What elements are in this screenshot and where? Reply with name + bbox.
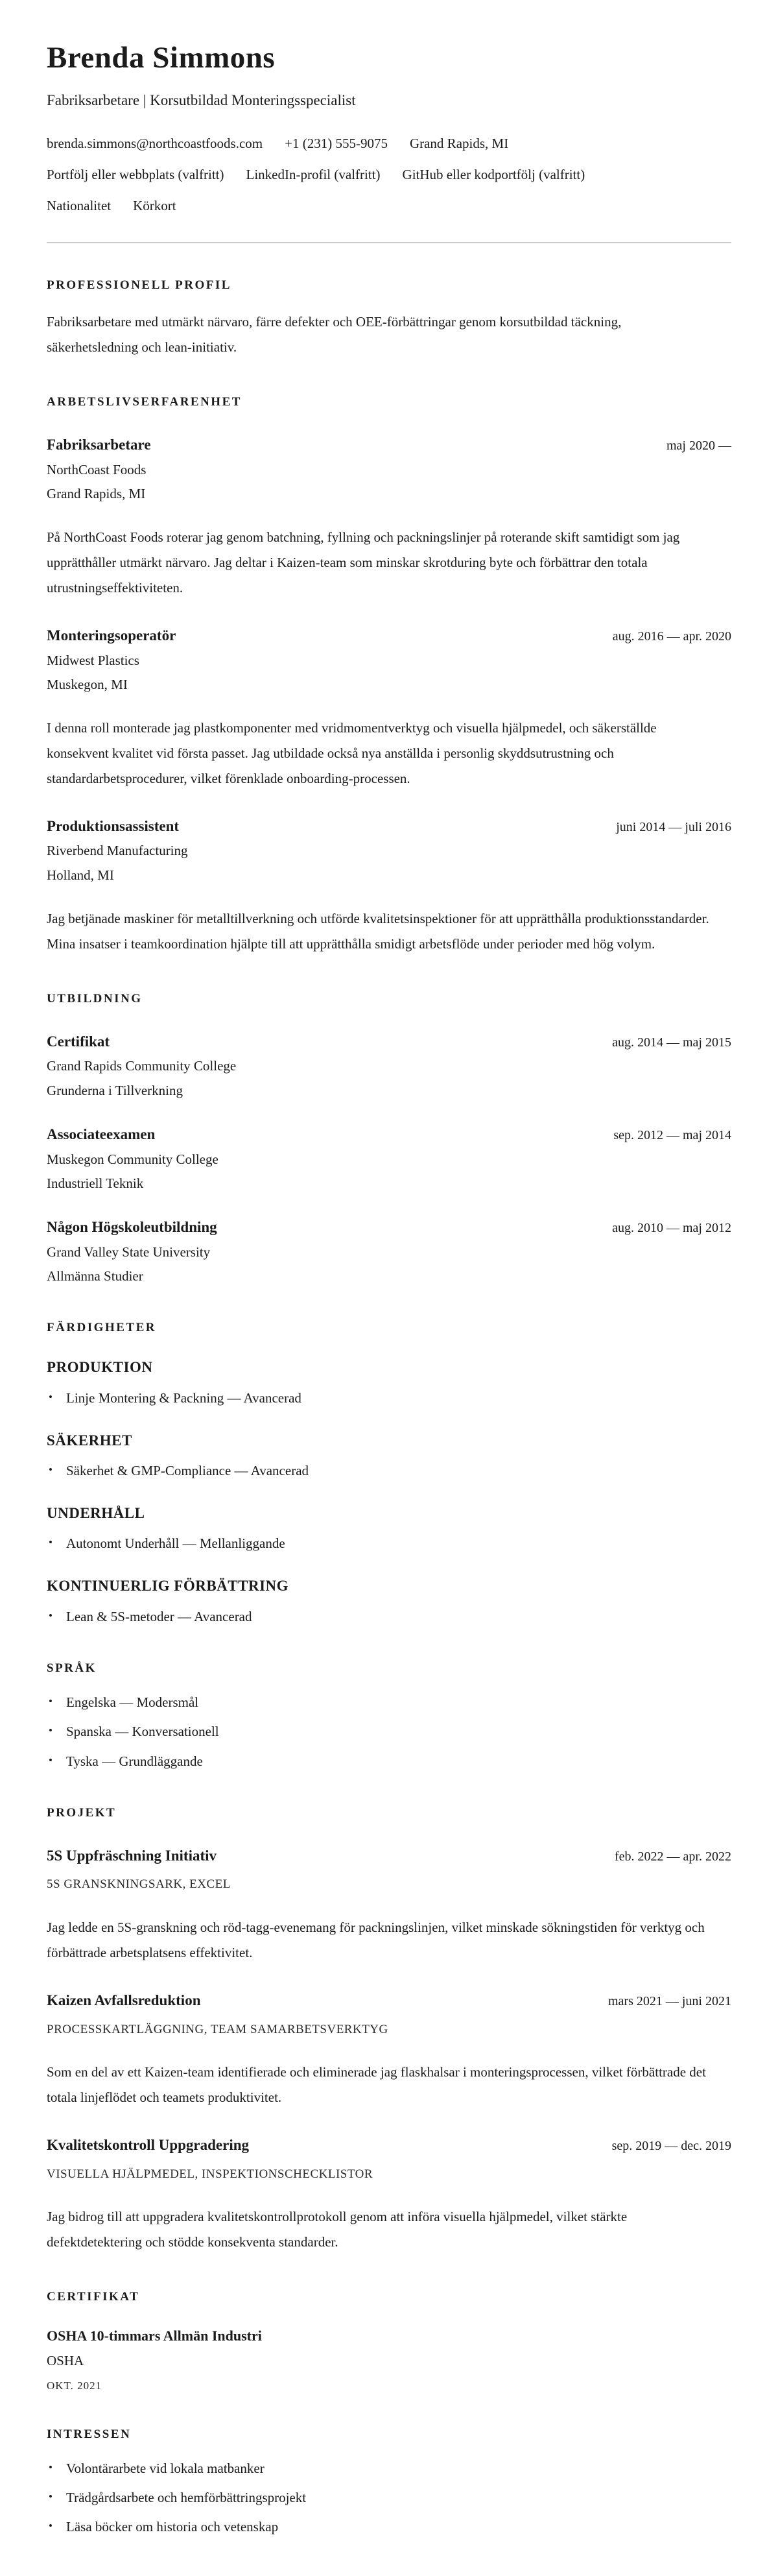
- education-degree: Associateexamen: [47, 1125, 156, 1142]
- section-skills: [47, 1321, 731, 1626]
- resume-header: [47, 40, 731, 243]
- bullet-icon: •: [49, 1609, 53, 1622]
- project-tools: PROCESSKARTLÄGGNING, TEAM SAMARBETSVERKTYG: [47, 2022, 388, 2036]
- contact-github: GitHub eller kodportfölj (valfritt): [402, 167, 585, 183]
- certificate-date: OKT. 2021: [47, 2379, 102, 2392]
- project-tools: VISUELLA HJÄLPMEDEL, INSPEKTIONSCHECKLISTOR: [47, 2167, 373, 2181]
- contact-row-misc: [47, 197, 731, 214]
- education-entry: [47, 1218, 731, 1285]
- candidate-headline: Fabriksarbetare | Korsutbildad Monteringsspecialist: [47, 92, 356, 109]
- bullet-icon: •: [49, 1391, 53, 1404]
- interest-list: [47, 2459, 731, 2537]
- project-title: Kaizen Avfallsreduktion: [47, 1992, 201, 2008]
- project-description: Jag bidrog till att uppgradera kvalitetskontrollprotokoll genom att införa visuella hjälpmedel, vilket stärkte defektdetektering och stödde konsekventa standarder.: [47, 2209, 628, 2250]
- interest-item-text: Läsa böcker om historia och vetenskap: [66, 2519, 279, 2535]
- project-entry: [47, 1847, 731, 1966]
- job-description: På NorthCoast Foods roterar jag genom batchning, fyllning och packningslinjer på roterande skift samtidigt som jag upprätthåller utmärkt närvaro. Jag deltar i Kaizen-team som minskar skrotduring byte och förbättrar den totala utrustningseffektiviteten.: [47, 529, 680, 596]
- job-head: [47, 436, 731, 455]
- skill-category-safety: SÄKERHET: [47, 1432, 132, 1449]
- bullet-icon: •: [49, 2461, 53, 2474]
- skill-category-continuous-improvement: KONTINUERLIG FÖRBÄTTRING: [47, 1577, 289, 1594]
- job-company: Midwest Plastics: [47, 652, 139, 668]
- job-head: [47, 627, 731, 645]
- language-item-text: Tyska — Grundläggande: [66, 1753, 203, 1769]
- job-description: I denna roll monterade jag plastkomponenter med vridmomentverktyg och visuella hjälpmedel, och säkerställde konsekvent kvalitet vid första passet. Jag utbildade också nya anställda i personlig skyddsutrustning och standardarbetsprocedurer, vilket förenklade onboarding-processen.: [47, 720, 657, 786]
- contact-nationality: Nationalitet: [47, 198, 112, 214]
- education-degree: Certifikat: [47, 1033, 110, 1050]
- bullet-icon: •: [49, 2520, 53, 2533]
- section-education: [47, 992, 731, 1286]
- bullet-icon: •: [49, 2490, 53, 2503]
- skill-list: [47, 1389, 731, 1408]
- section-label-skills: FÄRDIGHETER: [47, 1320, 156, 1334]
- project-description: Jag ledde en 5S-granskning och röd-tagg-evenemang för packningslinjen, vilket minskade sökningstiden för verktyg och förbättrade arbetsplatsens effektivitet.: [47, 1920, 705, 1960]
- section-projects: [47, 1806, 731, 2255]
- skill-list: [47, 1462, 731, 1480]
- section-label-certificates: CERTIFIKAT: [47, 2290, 140, 2304]
- skill-item: [47, 1534, 731, 1553]
- language-item-text: Engelska — Modersmål: [66, 1694, 199, 1710]
- skill-item-text: Linje Montering & Packning — Avancerad: [66, 1390, 301, 1406]
- education-school: Muskegon Community College: [47, 1151, 218, 1167]
- skill-item-text: Lean & 5S-metoder — Avancerad: [66, 1608, 252, 1624]
- section-label-projects: PROJEKT: [47, 1805, 117, 1820]
- project-dates: feb. 2022 — apr. 2022: [615, 1849, 731, 1864]
- skill-category-maintenance: UNDERHÅLL: [47, 1504, 145, 1521]
- bullet-icon: •: [49, 1463, 53, 1476]
- project-title: Kvalitetskontroll Uppgradering: [47, 2136, 250, 2153]
- candidate-name: Brenda Simmons: [47, 41, 276, 75]
- contact-phone: +1 (231) 555-9075: [285, 135, 388, 151]
- language-list: [47, 1693, 731, 1771]
- contact-portfolio: Portfölj eller webbplats (valfritt): [47, 167, 224, 183]
- education-field: Industriell Teknik: [47, 1175, 144, 1191]
- education-entry: [47, 1033, 731, 1100]
- education-dates: aug. 2014 — maj 2015: [612, 1035, 731, 1050]
- job-title: Produktionsassistent: [47, 817, 180, 834]
- project-description: Som en del av ett Kaizen-team identifierade och eliminerade jag flaskhalsar i monteringsprocessen, vilket förbättrade det totala linjeflödet och teamets produktivitet.: [47, 2064, 706, 2106]
- project-head: [47, 2136, 731, 2155]
- job-head: [47, 817, 731, 836]
- section-label-education: UTBILDNING: [47, 991, 143, 1005]
- language-item: [47, 1722, 731, 1741]
- interest-item: [47, 2518, 731, 2536]
- education-degree: Någon Högskoleutbildning: [47, 1219, 217, 1236]
- header-divider: [47, 242, 731, 243]
- skill-item-text: Säkerhet & GMP-Compliance — Avancerad: [66, 1463, 309, 1479]
- education-dates: sep. 2012 — maj 2014: [613, 1127, 731, 1142]
- project-head: [47, 1847, 731, 1866]
- job-description: Jag betjänade maskiner för metalltillverkning och utförde kvalitetsinspektioner för att upprätthålla produktionsstandarder. Mina insatser i teamkoordination hjälpte till att upprätthålla smidigt arbetsflöde under perioder med hög volym.: [47, 911, 709, 952]
- project-entry: [47, 2136, 731, 2255]
- job-dates: aug. 2016 — apr. 2020: [612, 629, 731, 644]
- job-title: Fabriksarbetare: [47, 436, 151, 453]
- skill-category-production: PRODUKTION: [47, 1359, 153, 1376]
- job-company: NorthCoast Foods: [47, 461, 147, 477]
- bullet-icon: •: [49, 1724, 53, 1737]
- job-location: Grand Rapids, MI: [47, 486, 146, 502]
- education-head: [47, 1218, 731, 1237]
- certificate-issuer: OSHA: [47, 2353, 84, 2369]
- education-head: [47, 1125, 731, 1144]
- job-entry: [47, 817, 731, 957]
- skill-list: [47, 1534, 731, 1553]
- section-languages: [47, 1661, 731, 1771]
- skill-item: [47, 1607, 731, 1626]
- bullet-icon: •: [49, 1694, 53, 1707]
- job-location: Holland, MI: [47, 867, 114, 883]
- language-item: [47, 1693, 731, 1712]
- interest-item-text: Volontärarbete vid lokala matbanker: [66, 2460, 265, 2476]
- contact-drivers-license: Körkort: [133, 198, 176, 214]
- bullet-icon: •: [49, 1536, 53, 1549]
- contact-email: brenda.simmons@northcoastfoods.com: [47, 135, 263, 151]
- contact-linkedin: LinkedIn-profil (valfritt): [246, 167, 381, 183]
- skill-item: [47, 1462, 731, 1480]
- skill-item: [47, 1389, 731, 1408]
- interest-item: [47, 2459, 731, 2478]
- job-dates: juni 2014 — juli 2016: [616, 819, 731, 834]
- education-field: Allmänna Studier: [47, 1268, 143, 1284]
- section-label-experience: ARBETSLIVSERFARENHET: [47, 395, 242, 409]
- profile-summary: Fabriksarbetare med utmärkt närvaro, färre defekter och OEE-förbättringar genom korsutbildad täckning, säkerhetsledning och lean-initiativ.: [47, 314, 622, 355]
- skill-list: [47, 1607, 731, 1626]
- job-title: Monteringsoperatör: [47, 627, 176, 644]
- contact-row-links: [47, 166, 731, 183]
- education-school: Grand Valley State University: [47, 1244, 211, 1260]
- project-entry: [47, 1992, 731, 2110]
- job-entry: [47, 627, 731, 791]
- education-field: Grunderna i Tillverkning: [47, 1082, 183, 1098]
- section-experience: [47, 395, 731, 957]
- education-head: [47, 1033, 731, 1052]
- job-dates: maj 2020 —: [666, 438, 731, 453]
- education-school: Grand Rapids Community College: [47, 1058, 237, 1074]
- contact-row-primary: [47, 135, 731, 152]
- job-entry: [47, 436, 731, 601]
- project-dates: mars 2021 — juni 2021: [608, 1993, 731, 2008]
- interest-item: [47, 2488, 731, 2507]
- bullet-icon: •: [49, 1753, 53, 1766]
- job-location: Muskegon, MI: [47, 676, 128, 692]
- language-item-text: Spanska — Konversationell: [66, 1724, 219, 1740]
- contact-location: Grand Rapids, MI: [409, 135, 509, 151]
- language-item: [47, 1752, 731, 1771]
- project-head: [47, 1992, 731, 2010]
- contact-block: [47, 135, 731, 215]
- education-dates: aug. 2010 — maj 2012: [612, 1221, 731, 1236]
- project-tools: 5S GRANSKNINGSARK, EXCEL: [47, 1877, 231, 1892]
- section-profile: [47, 278, 731, 360]
- section-interests: [47, 2427, 731, 2537]
- skill-item-text: Autonomt Underhåll — Mellanliggande: [66, 1535, 285, 1552]
- job-company: Riverbend Manufacturing: [47, 843, 188, 859]
- section-label-profile: PROFESSIONELL PROFIL: [47, 278, 231, 292]
- certificate-entry: [47, 2327, 731, 2392]
- project-title: 5S Uppfräschning Initiativ: [47, 1847, 217, 1864]
- project-dates: sep. 2019 — dec. 2019: [611, 2138, 731, 2153]
- education-entry: [47, 1125, 731, 1192]
- certificate-name: OSHA 10-timmars Allmän Industri: [47, 2327, 262, 2344]
- section-label-interests: INTRESSEN: [47, 2427, 132, 2441]
- interest-item-text: Trädgårdsarbete och hemförbättringsprojekt: [66, 2490, 307, 2506]
- section-label-languages: SPRÅK: [47, 1661, 97, 1675]
- section-certificates: [47, 2290, 731, 2392]
